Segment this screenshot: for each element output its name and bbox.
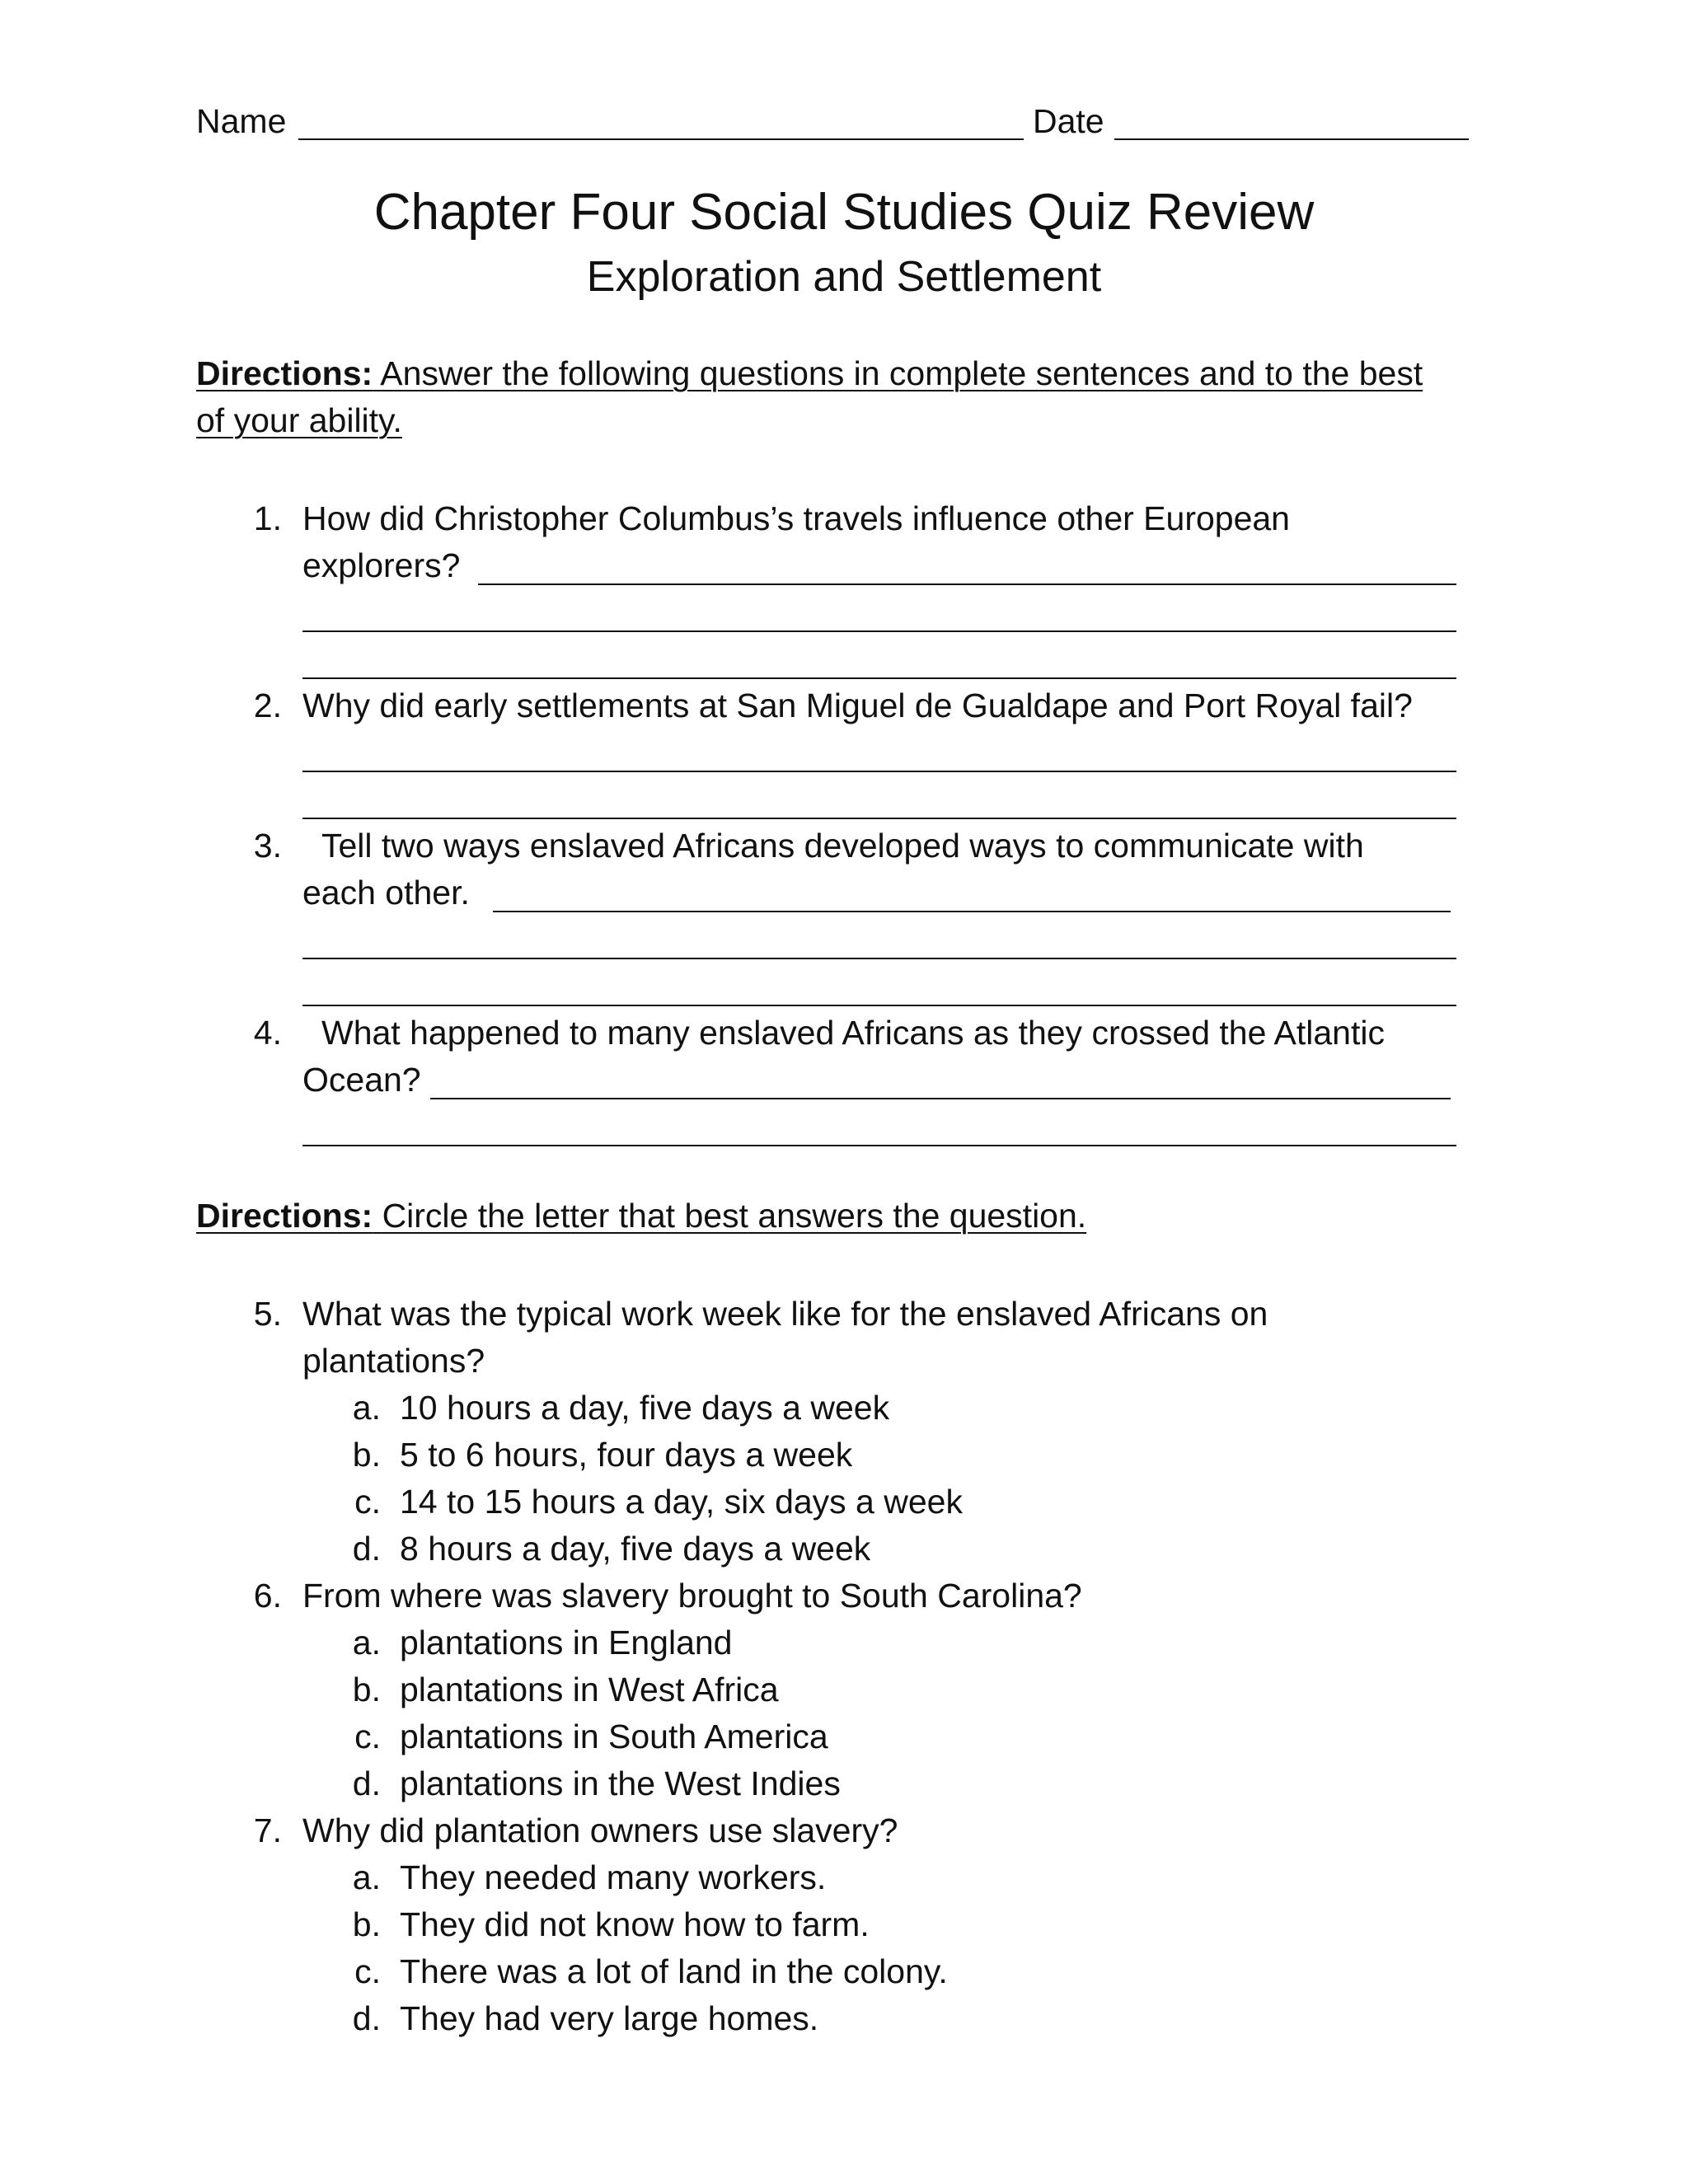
question-3-text-line1: Tell two ways enslaved Africans developed ways to communicate with — [321, 827, 1364, 865]
answer-line[interactable] — [302, 630, 1456, 632]
answer-line[interactable] — [493, 911, 1451, 912]
option-text: They had very large homes. — [400, 1999, 819, 2037]
option-letter[interactable]: d. — [352, 1530, 381, 1568]
answer-line[interactable] — [302, 771, 1456, 772]
option-letter[interactable]: c. — [354, 1952, 381, 1990]
option-letter[interactable]: c. — [354, 1718, 381, 1755]
answer-line[interactable] — [302, 958, 1456, 959]
question-4-text-line2: Ocean? — [302, 1061, 421, 1099]
option-text: There was a lot of land in the colony. — [400, 1952, 948, 1990]
option-letter[interactable]: a. — [352, 1624, 381, 1661]
answer-line[interactable] — [302, 818, 1456, 819]
option-letter[interactable]: b. — [352, 1436, 381, 1474]
option-text: plantations in England — [400, 1624, 733, 1661]
option-text: plantations in West Africa — [400, 1671, 779, 1708]
answer-line[interactable] — [302, 1005, 1456, 1006]
option-text: They did not know how to farm. — [400, 1905, 870, 1943]
question-5-text-line1: What was the typical work week like for the enslaved Africans on — [302, 1295, 1268, 1333]
question-3-number: 3. — [253, 827, 282, 865]
directions-2 — [196, 1197, 1086, 1235]
option-letter[interactable]: d. — [352, 1765, 381, 1802]
question-4-text-line1: What happened to many enslaved Africans as they crossed the Atlantic — [321, 1014, 1385, 1052]
page-subtitle: Exploration and Settlement — [586, 253, 1102, 301]
directions-2-text: Circle the letter that best answers the question. — [382, 1197, 1087, 1235]
answer-line[interactable] — [430, 1098, 1451, 1099]
option-letter[interactable]: c. — [354, 1483, 381, 1521]
question-5-number: 5. — [253, 1295, 282, 1333]
option-text: 10 hours a day, five days a week — [400, 1389, 890, 1427]
option-text: 8 hours a day, five days a week — [400, 1530, 871, 1568]
option-letter[interactable]: a. — [352, 1858, 381, 1896]
directions-1-label: Directions: — [196, 354, 373, 392]
directions-1-text-line1: Answer the following questions in complete sentences and to the best — [380, 354, 1423, 392]
answer-line[interactable] — [302, 1145, 1456, 1146]
date-label: Date — [1033, 102, 1104, 140]
question-7-number: 7. — [253, 1811, 282, 1849]
option-text: 5 to 6 hours, four days a week — [400, 1436, 853, 1474]
option-text: plantations in the West Indies — [400, 1765, 841, 1802]
question-1-text-line2: explorers? — [302, 546, 461, 584]
name-label: Name — [196, 102, 287, 140]
directions-2-label: Directions: — [196, 1197, 373, 1235]
answer-line[interactable] — [302, 677, 1456, 679]
answer-line[interactable] — [478, 583, 1456, 585]
question-7-text-line1: Why did plantation owners use slavery? — [302, 1811, 898, 1849]
option-letter[interactable]: b. — [352, 1905, 381, 1943]
date-field[interactable] — [1114, 138, 1469, 140]
option-letter[interactable]: a. — [352, 1389, 381, 1427]
page-title: Chapter Four Social Studies Quiz Review — [373, 184, 1315, 241]
question-2-text-line1: Why did early settlements at San Miguel de Gualdape and Port Royal fail? — [302, 687, 1413, 724]
option-text: plantations in South America — [400, 1718, 828, 1755]
question-5-text-line2: plantations? — [302, 1342, 485, 1380]
question-2-number: 2. — [253, 687, 282, 724]
question-1-text-line1: How did Christopher Columbus’s travels influence other European — [302, 499, 1290, 537]
directions-1 — [196, 354, 1423, 393]
question-6-text-line1: From where was slavery brought to South Carolina? — [302, 1577, 1082, 1615]
question-1-number: 1. — [253, 499, 282, 537]
option-text: They needed many workers. — [400, 1858, 827, 1896]
name-field[interactable] — [298, 138, 1024, 140]
directions-1-text-line2: of your ability. — [196, 401, 402, 439]
question-6-number: 6. — [253, 1577, 282, 1615]
question-3-text-line2: each other. — [302, 874, 470, 912]
option-letter[interactable]: d. — [352, 1999, 381, 2037]
option-text: 14 to 15 hours a day, six days a week — [400, 1483, 963, 1521]
question-4-number: 4. — [253, 1014, 282, 1052]
option-letter[interactable]: b. — [352, 1671, 381, 1708]
